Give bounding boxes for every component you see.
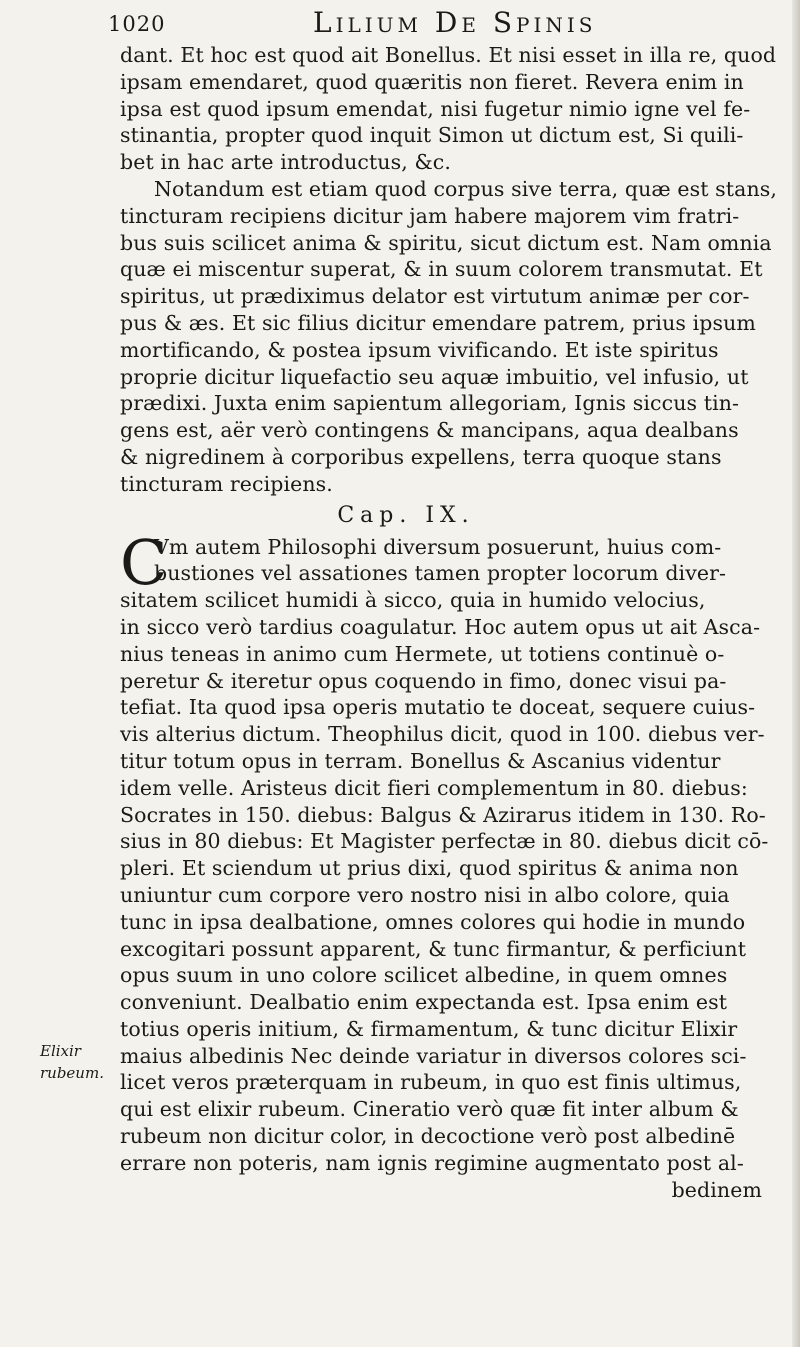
main-text-block [120,42,782,1203]
marginal-note-line: rubeum. [40,1064,104,1082]
text-line: peretur & iteretur opus coquendo in fimo, donec visui pa- [120,668,727,693]
marginal-note [40,1040,104,1084]
text-line: tefiat. Ita quod ipsa operis mutatio te doceat, sequere cuius- [120,695,756,720]
text-line: ipsa est quod ipsum emendat, nisi fugetur nimio igne vel fe- [120,96,751,121]
text-line: bus suis scilicet anima & spiritu, sicut dictum est. Nam omnia [120,230,772,255]
paragraph-1 [120,42,782,176]
text-line: Notandum est etiam quod corpus sive terra, quæ est stans, [154,176,777,201]
paragraph-3 [120,525,782,1204]
text-line: gens est, aër verò contingens & mancipans, aqua dealbans [120,418,739,443]
text-line: prædixi. Juxta enim sapientum allegoriam, Ignis siccus tin- [120,391,740,416]
text-line: conveniunt. Dealbatio enim expectanda est. Ipsa enim est [120,990,728,1015]
text-line: rubeum non dicitur color, in decoctione verò post albedinē [120,1124,736,1149]
text-line: tincturam recipiens dicitur jam habere majorem vim fratri- [120,203,740,228]
text-line: titur totum opus in terram. Bonellus & Ascanius videntur [120,748,721,773]
text-line: tincturam recipiens. [120,471,333,496]
text-line: totius operis initium, & firmamentum, & tunc dicitur Elixir [120,1016,738,1041]
text-line: & nigredinem à corporibus expellens, terra quoque stans [120,444,722,469]
text-line: sitatem scilicet humidi à sicco, quia in humido velocius, [120,588,706,613]
text-line: errare non poteris, nam ignis regimine augmentato post al- [120,1150,744,1175]
running-head [108,6,768,39]
running-title: Lilium De Spinis [313,6,597,39]
chapter-heading: Cap. IX. [337,502,475,528]
text-line: bet in hac arte introductus, &c. [120,150,451,175]
catchword: bedinem [671,1177,762,1202]
page-edge-shadow [792,0,800,1347]
text-line: quæ ei miscentur superat, & in suum colorem transmutat. Et [120,257,763,282]
text-line: mortificando, & postea ipsum vivificando. Et iste spiritus [120,337,719,362]
text-line: spiritus, ut prædiximus delator est virtutum animæ per cor- [120,284,750,309]
text-line: in sicco verò tardius coagulatur. Hoc autem opus ut ait Asca- [120,614,761,639]
page-number: 1020 [108,12,166,36]
text-line: idem velle. Aristeus dicit fieri complementum in 80. diebus: [120,775,748,800]
text-line: tunc in ipsa dealbatione, omnes colores qui hodie in mundo [120,909,746,934]
text-line: bustiones vel assationes tamen propter locorum diver- [154,561,727,586]
marginal-note-line: Elixir [40,1042,81,1060]
text-line: proprie dicitur liquefactio seu aquæ imbuitio, vel infusio, ut [120,364,749,389]
text-line: excogitari possunt apparent, & tunc firmantur, & perficiunt [120,936,747,961]
text-line: vis alterius dictum. Theophilus dicit, quod in 100. diebus ver- [120,722,765,747]
text-line: ipsam emendaret, quod quæritis non fieret. Revera enim in [120,69,744,94]
text-line: uniuntur cum corpore vero nostro nisi in albo colore, quia [120,882,730,907]
paragraph-2 [120,176,782,498]
text-line: dant. Et hoc est quod ait Bonellus. Et nisi esset in illa re, quod [120,43,777,67]
text-line: Socrates in 150. diebus: Balgus & Azirarus itidem in 130. Ro- [120,802,766,827]
text-line: opus suum in uno colore scilicet albedine, in quem omnes [120,963,728,988]
text-line: stinantia, propter quod inquit Simon ut dictum est, Si quili- [120,123,744,148]
first-line-text: Vm autem Philosophi diversum posuerunt, huius com- [154,534,722,559]
text-line: pleri. Et sciendum ut prius dixi, quod spiritus & anima non [120,856,739,881]
text-line: pus & æs. Et sic filius dicitur emendare patrem, prius ipsum [120,310,756,335]
text-line: licet veros præterquam in rubeum, in quo est finis ultimus, [120,1070,742,1095]
text-line: maius albedinis Nec deinde variatur in diversos colores sci- [120,1043,747,1068]
text-line: nius teneas in animo cum Hermete, ut totiens continuè o- [120,641,725,666]
drop-cap: C [120,525,168,599]
text-line: qui est elixir rubeum. Cineratio verò quæ fit inter album & [120,1097,739,1122]
text-line: sius in 80 diebus: Et Magister perfectæ in 80. diebus dicit cō- [120,829,769,854]
